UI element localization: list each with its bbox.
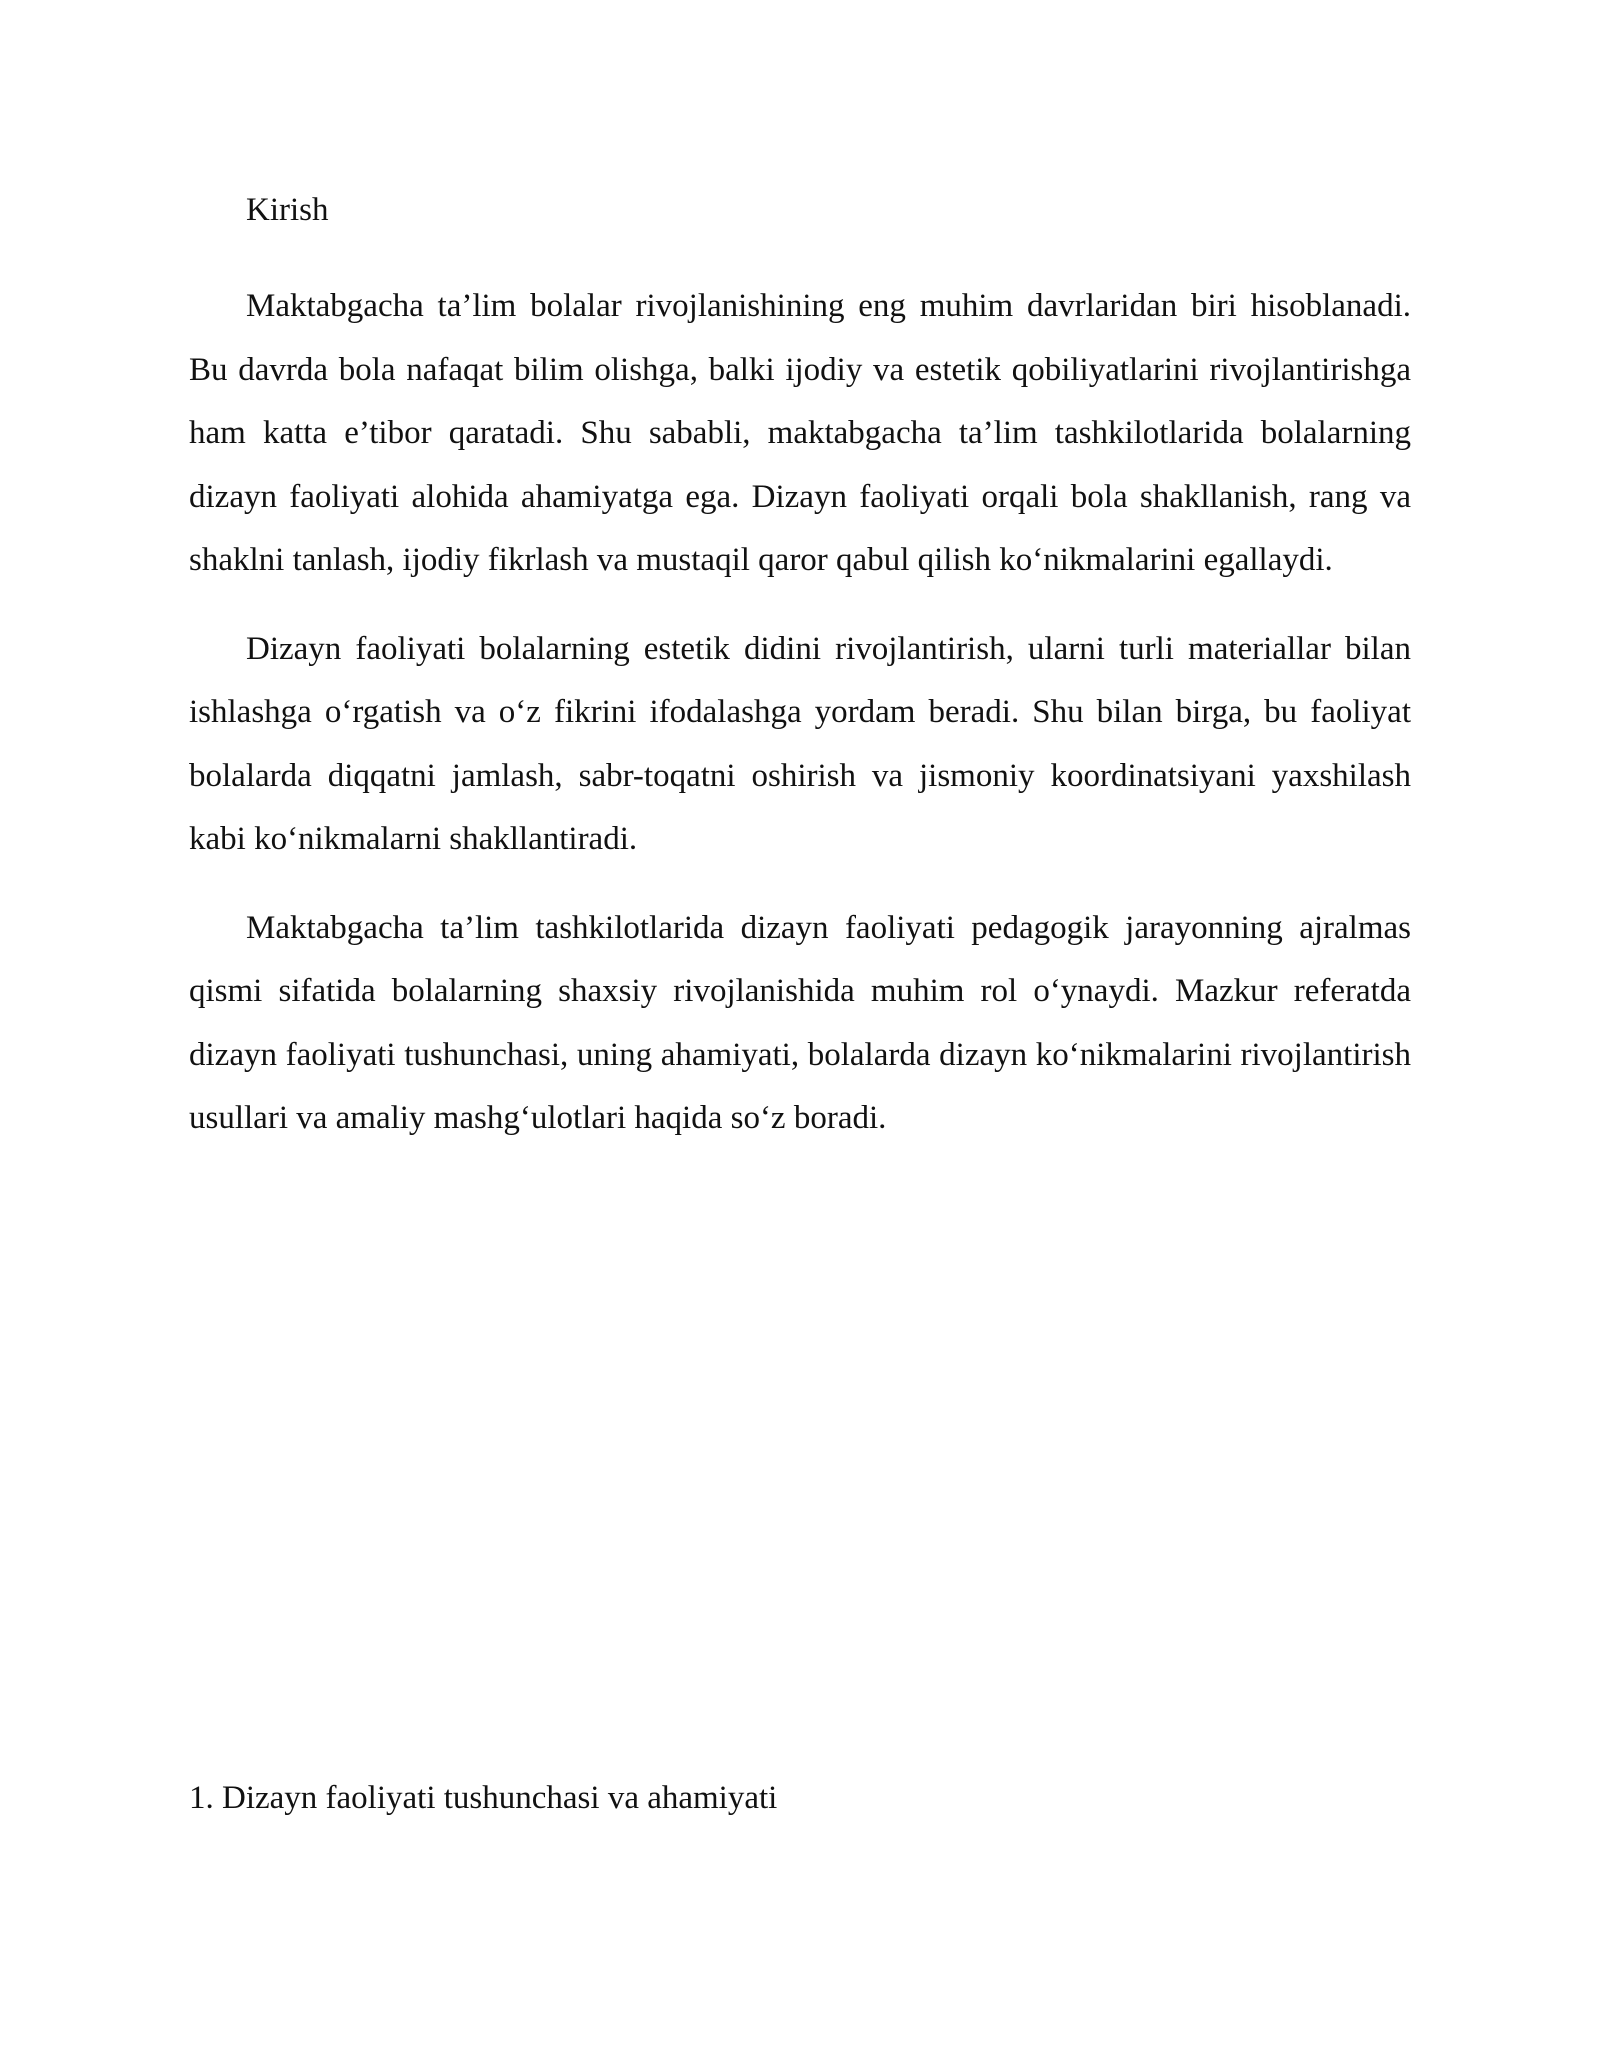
intro-heading: Kirish [246, 192, 329, 228]
section-heading: 1. Dizayn faoliyati tushunchasi va ahamiyati [189, 1780, 778, 1816]
intro-body [189, 275, 1411, 1176]
paragraph-3: Maktabgacha ta’lim tashkilotlarida dizayn faoliyati pedagogik jarayonning ajralmas qismi sifatida bolalarning shaxsiy rivojlanishida muhim rol o‘ynaydi. Mazkur referatda dizayn faoliyati tushunchasi, uning ahamiyati, bolalarda dizayn ko‘nikmalarini rivojlantirish usullari va amaliy mashg‘ulotlari haqida so‘z boradi. [189, 909, 1411, 1136]
paragraph-2: Dizayn faoliyati bolalarning estetik didini rivojlantirish, ularni turli materiallar bilan ishlashga o‘rgatish va o‘z fikrini ifodalashga yordam beradi. Shu bilan birga, bu faoliyat bolalarda diqqatni jamlash, sabr-toqatni oshirish va jismoniy koordinatsiyani yaxshilash kabi ko‘nikmalarni shakllantiradi. [189, 630, 1411, 857]
paragraph-1: Maktabgacha ta’lim bolalar rivojlanishining eng muhim davrlaridan biri hisoblanadi. Bu davrda bola nafaqat bilim olishga, balki ijodiy va estetik qobiliyatlarini rivojlantirishga ham katta e’tibor qaratadi. Shu sababli, maktabgacha ta’lim tashkilotlarida bolalarning dizayn faoliyati alohida ahamiyatga ega. Dizayn faoliyati orqali bola shakllanish, rang va shaklni tanlash, ijodiy fikrlash va mustaqil qaror qabul qilish ko‘nikmalarini egallaydi. [189, 288, 1411, 578]
